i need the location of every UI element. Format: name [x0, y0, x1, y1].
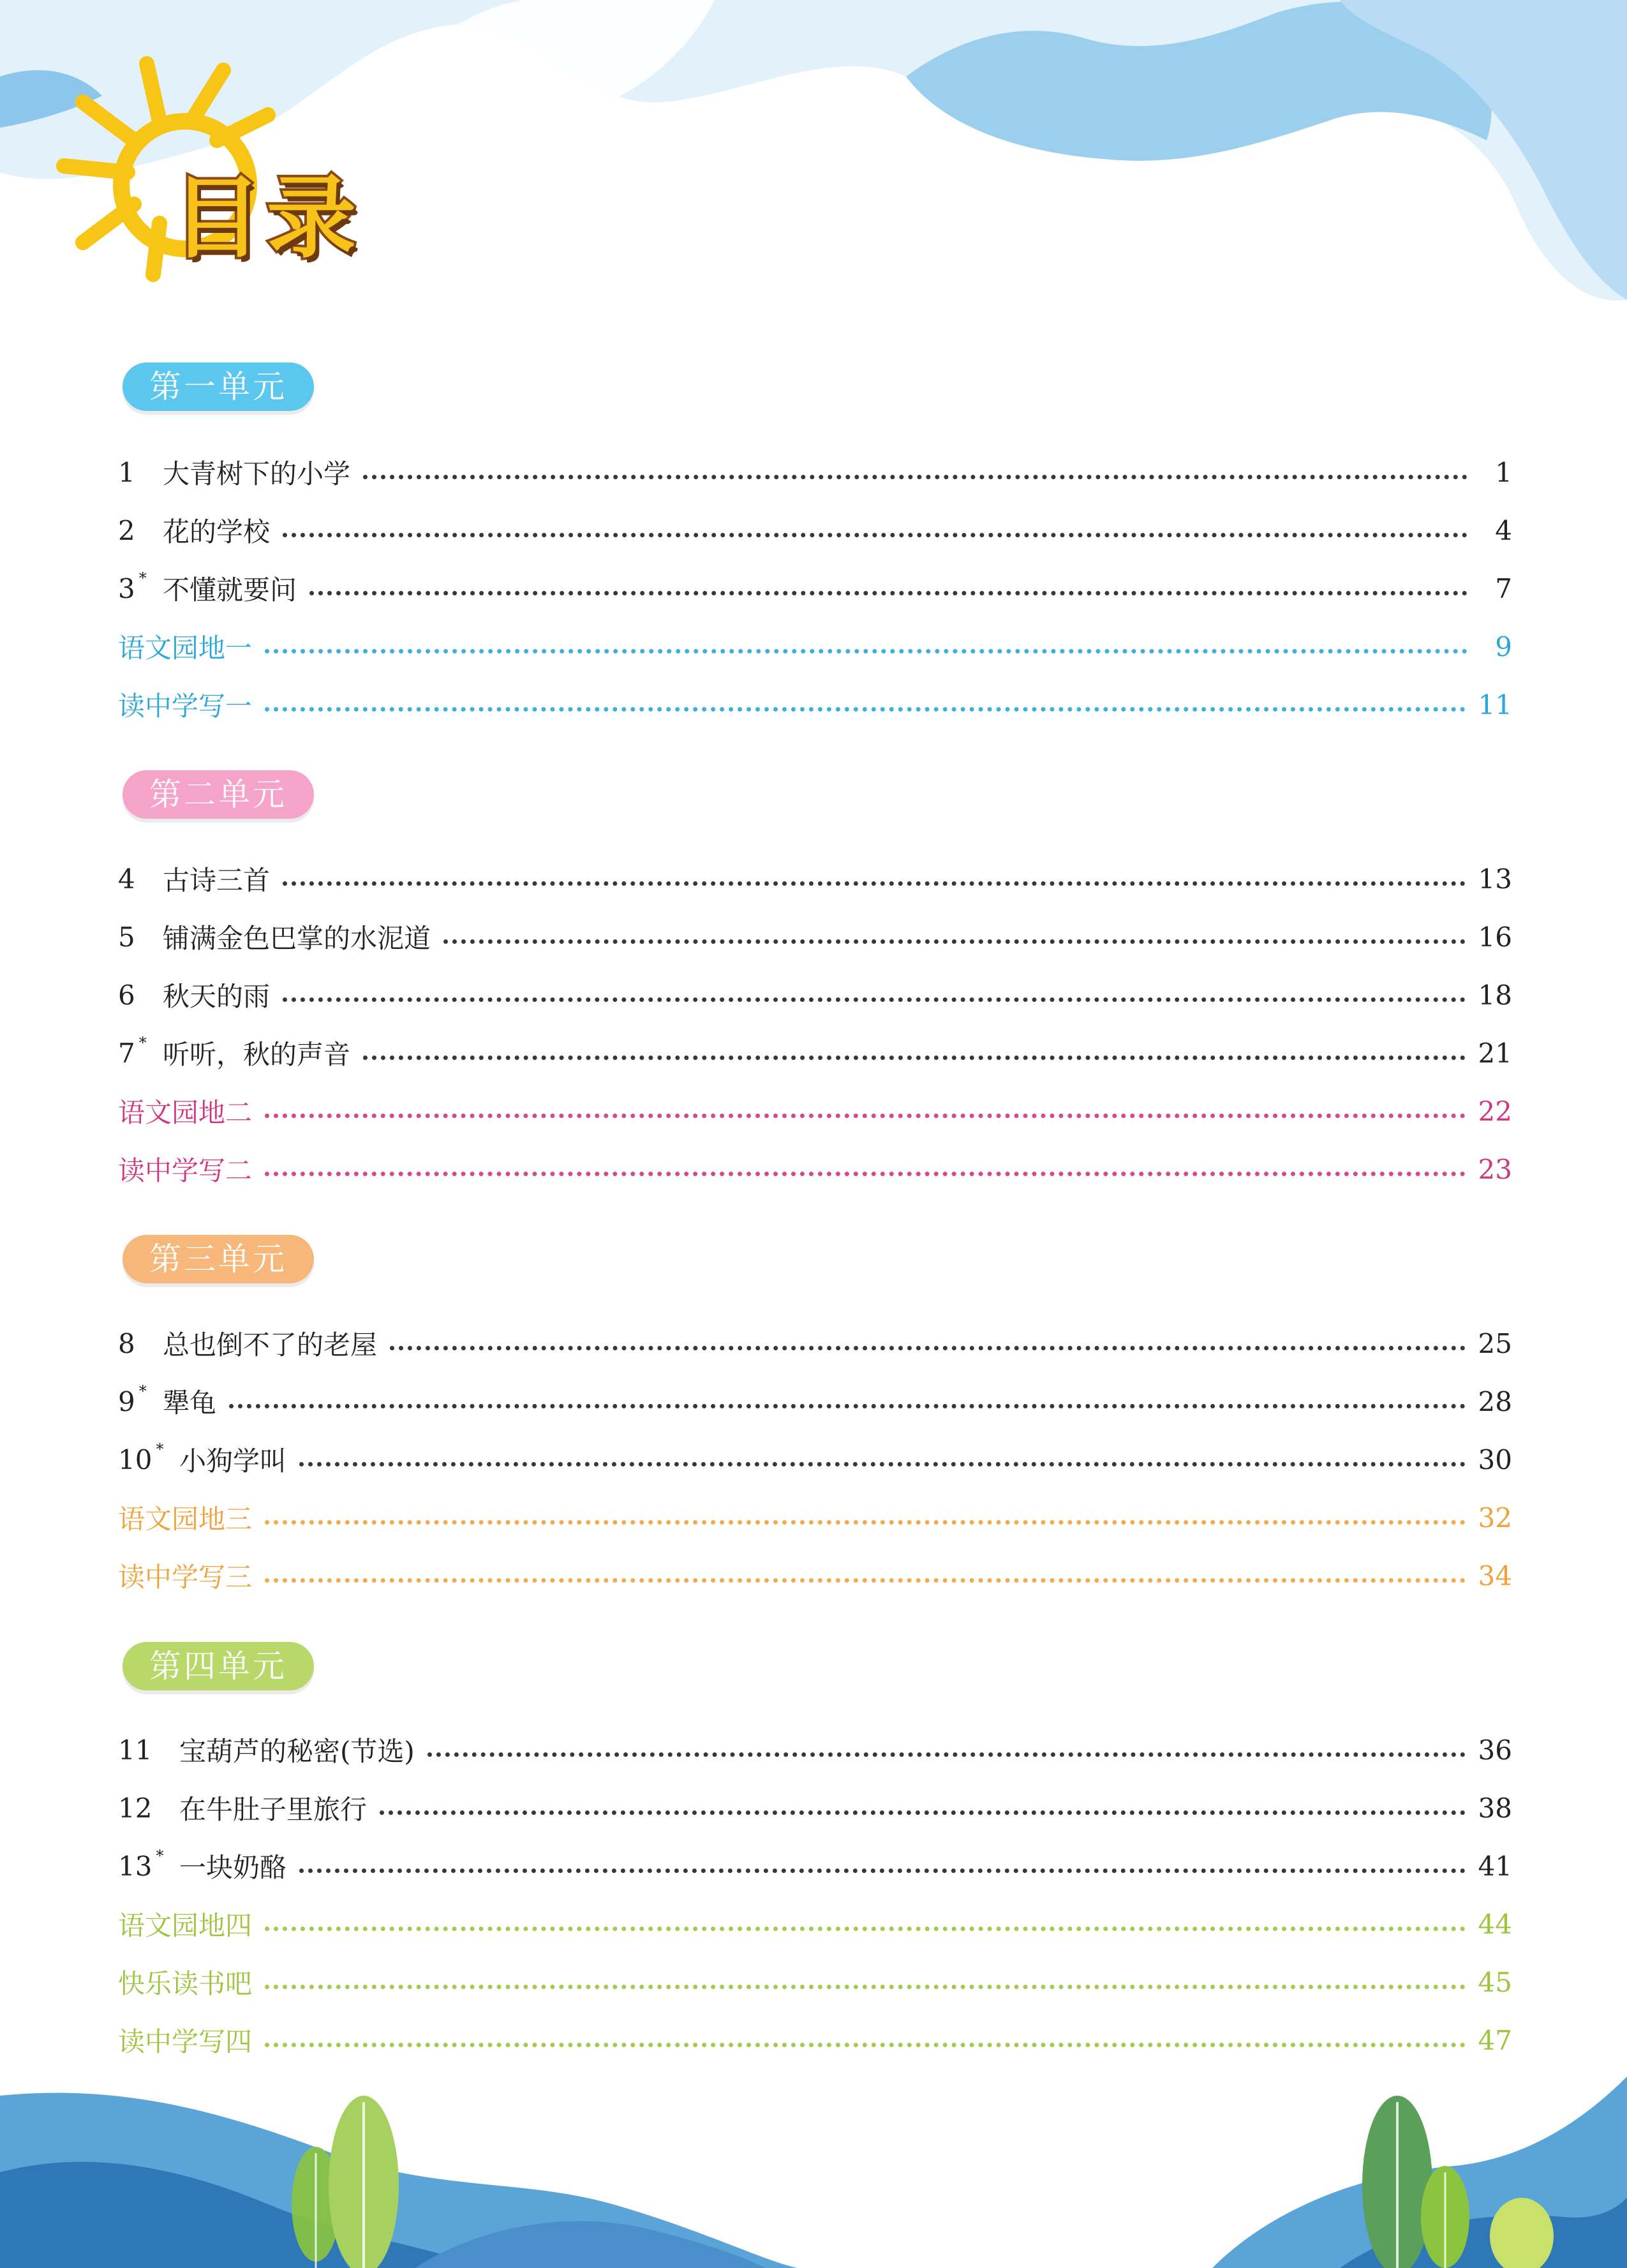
dot-leader [265, 707, 1466, 712]
entry-page: 47 [1478, 2024, 1512, 2056]
entry-number: 9 [118, 1385, 135, 1417]
entry-title: 铺满金色巴掌的水泥道 [163, 923, 431, 954]
toc-entry[interactable] [118, 1895, 1512, 1953]
toc-entry[interactable] [118, 1315, 1512, 1372]
entry-page: 32 [1478, 1502, 1512, 1533]
entry-title: 读中学写一 [118, 690, 253, 722]
toc-entry[interactable] [118, 908, 1512, 966]
entry-number: 11 [118, 1734, 152, 1766]
unit-badge-4: 第四单元 [123, 1642, 314, 1690]
entry-number: 5 [118, 921, 135, 953]
toc-entry[interactable] [118, 1489, 1512, 1546]
entry-title: 花的学校 [163, 516, 271, 548]
entry-title: 犟龟 [163, 1387, 217, 1419]
dot-leader [229, 1404, 1466, 1408]
entry-page: 13 [1478, 863, 1512, 895]
entry-page: 30 [1478, 1444, 1512, 1475]
entry-page: 21 [1478, 1037, 1512, 1069]
entry-page: 25 [1478, 1327, 1512, 1359]
entry-number: 4 [118, 863, 135, 895]
entry-title: 语文园地四 [118, 1910, 253, 1941]
entry-title: 读中学写三 [118, 1562, 253, 1593]
entry-title: 语文园地一 [118, 632, 253, 664]
dot-leader [265, 1520, 1466, 1525]
entry-page: 1 [1495, 456, 1512, 488]
entry-page: 18 [1478, 979, 1512, 1011]
entry-title: 在牛肚子里旅行 [179, 1794, 368, 1825]
entry-title: 读中学写二 [118, 1155, 253, 1186]
entry-page: 11 [1478, 689, 1512, 720]
entry-number: 8 [118, 1327, 135, 1359]
dot-leader [283, 881, 1466, 886]
entry-page: 4 [1495, 514, 1512, 546]
dot-leader [265, 1927, 1466, 1931]
toc-entry[interactable] [118, 1373, 1512, 1430]
dot-leader [443, 939, 1466, 944]
dot-leader [299, 1462, 1466, 1466]
entry-page: 9 [1495, 630, 1512, 662]
toc-entry[interactable] [118, 1837, 1512, 1895]
toc-header [45, 51, 376, 294]
entry-page: 34 [1478, 1560, 1512, 1592]
entry-number: 13 [118, 1850, 152, 1882]
entry-title: 不懂就要问 [163, 574, 297, 606]
entry-number: 3 [118, 572, 135, 604]
optional-marker: * [138, 1382, 147, 1400]
toc-entry[interactable] [118, 676, 1512, 733]
dot-leader [427, 1752, 1466, 1757]
entry-number: 12 [118, 1792, 152, 1824]
toc-entry[interactable] [118, 444, 1512, 501]
dot-leader [380, 1810, 1466, 1815]
toc-entry[interactable] [118, 2011, 1512, 2069]
dot-leader [283, 997, 1466, 1002]
entry-title: 一块奶酪 [179, 1852, 287, 1883]
entry-page: 41 [1478, 1850, 1512, 1882]
entry-title: 读中学写四 [118, 2026, 253, 2057]
optional-marker: * [156, 1846, 164, 1865]
entry-title: 秋天的雨 [163, 981, 271, 1012]
dot-leader [265, 1172, 1466, 1176]
toc-entry[interactable] [118, 966, 1512, 1024]
entry-page: 45 [1478, 1966, 1512, 1998]
entry-page: 22 [1478, 1095, 1512, 1127]
entry-title: 语文园地三 [118, 1503, 253, 1535]
toc-entry[interactable] [118, 1431, 1512, 1488]
entry-number: 2 [118, 514, 135, 546]
toc-entry[interactable] [118, 1082, 1512, 1140]
entry-number: 6 [118, 979, 135, 1011]
entry-title: 总也倒不了的老屋 [163, 1329, 378, 1361]
toc-entry[interactable] [118, 502, 1512, 559]
bottom-landscape-decoration [0, 2077, 1627, 2268]
unit-badge-2: 第二单元 [123, 770, 314, 819]
entry-title: 小狗学叫 [179, 1445, 287, 1477]
unit-badge-3: 第三单元 [123, 1235, 314, 1283]
dot-leader [363, 1056, 1466, 1060]
toc-entry[interactable] [118, 1024, 1512, 1082]
unit-badge-1: 第一单元 [123, 362, 314, 411]
entry-page: 38 [1478, 1792, 1512, 1824]
toc-entry[interactable] [118, 1779, 1512, 1837]
entry-title: 语文园地二 [118, 1097, 253, 1128]
dot-leader [265, 1985, 1466, 1989]
entry-page: 28 [1478, 1385, 1512, 1417]
dot-leader [363, 475, 1467, 479]
entry-page: 23 [1478, 1153, 1512, 1185]
toc-entry[interactable] [118, 618, 1512, 675]
entry-title: 古诗三首 [163, 865, 271, 896]
entry-number: 10 [118, 1444, 152, 1475]
dot-leader [390, 1346, 1466, 1350]
entry-title: 宝葫芦的秘密(节选) [179, 1736, 415, 1767]
entry-page: 7 [1495, 572, 1512, 604]
dot-leader [283, 533, 1467, 537]
toc-entry[interactable] [118, 1140, 1512, 1198]
dot-leader [309, 591, 1467, 595]
entry-title: 快乐读书吧 [118, 1968, 253, 1999]
toc-entry[interactable] [118, 560, 1512, 617]
entry-title: 大青树下的小学 [163, 458, 351, 489]
dot-leader [265, 2043, 1466, 2047]
entry-title: 听听，秋的声音 [163, 1039, 351, 1070]
dot-leader [299, 1869, 1466, 1873]
entry-page: 36 [1478, 1734, 1512, 1766]
entry-page: 44 [1478, 1908, 1512, 1940]
toc-entry[interactable] [118, 1721, 1512, 1779]
optional-marker: * [138, 1033, 147, 1052]
entry-page: 16 [1478, 921, 1512, 953]
toc-entry[interactable] [118, 1547, 1512, 1604]
optional-marker: * [156, 1440, 164, 1458]
entry-number: 1 [118, 456, 135, 488]
optional-marker: * [138, 569, 147, 587]
toc-entry[interactable] [118, 1953, 1512, 2011]
dot-leader [265, 1578, 1466, 1583]
dot-leader [265, 649, 1467, 653]
page-title: 目录 [172, 167, 362, 271]
entry-number: 7 [118, 1037, 135, 1069]
dot-leader [265, 1114, 1466, 1118]
toc-entry[interactable] [118, 850, 1512, 907]
